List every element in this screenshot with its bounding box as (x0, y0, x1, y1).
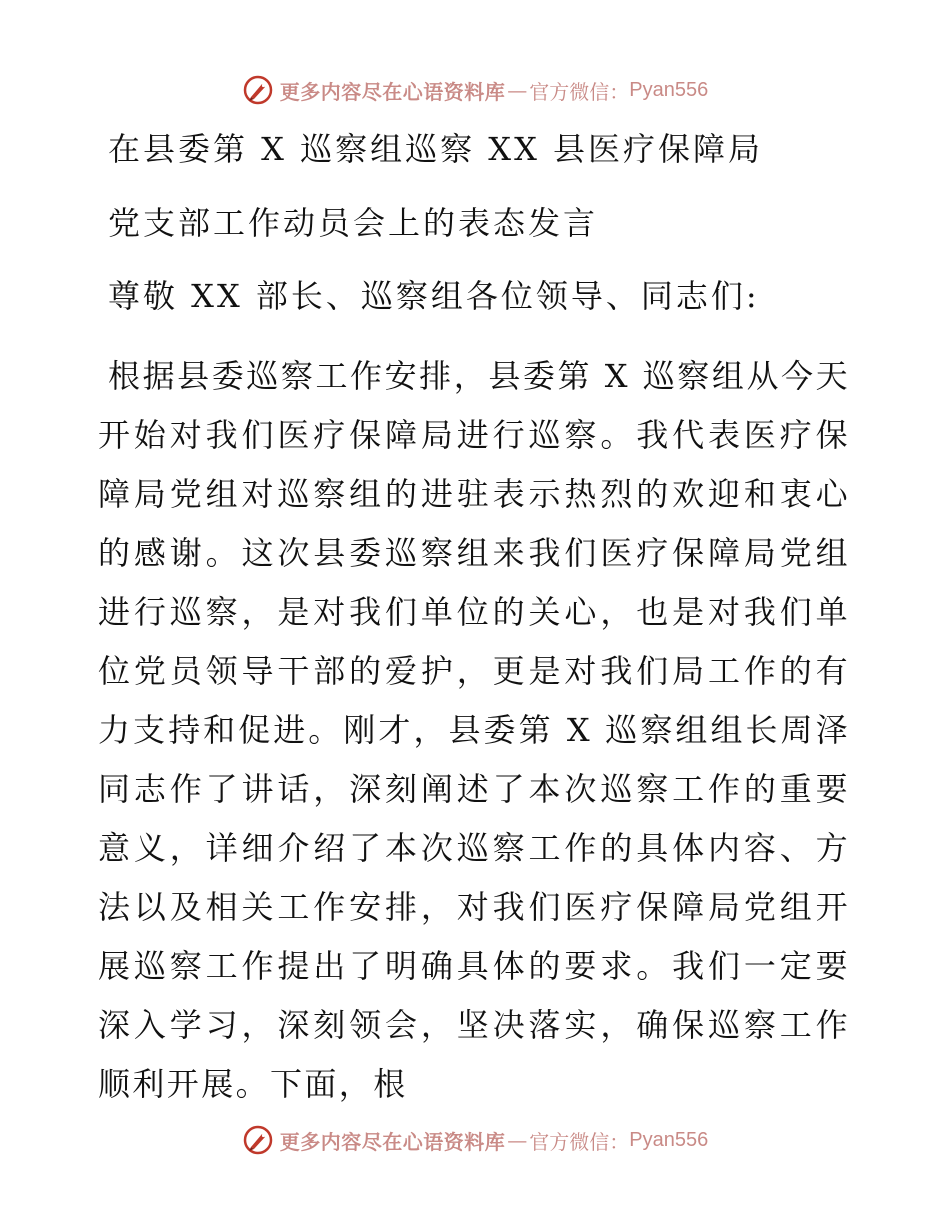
watermark-wechat-label: 官方微信： (529, 1129, 630, 1154)
watermark-dash: — (507, 78, 528, 102)
watermark-main-text: 更多内容尽在心语资料库 (279, 1129, 506, 1154)
pen-logo-icon (242, 74, 274, 106)
pen-logo-icon (242, 1124, 274, 1156)
watermark-wechat-id: Pyan556 (629, 1128, 709, 1151)
title-line-2: 党支部工作动员会上的表态发言 (108, 204, 599, 242)
watermark-wechat-label: 官方微信： (529, 79, 630, 104)
watermark-wechat-id: Pyan556 (629, 78, 709, 101)
title-line-1: 在县委第 X 巡察组巡察 XX 县医疗保障局 (108, 130, 764, 168)
footer-watermark (0, 1120, 950, 1160)
salutation: 尊敬 XX 部长、巡察组各位领导、同志们: (108, 277, 760, 315)
header-watermark (0, 70, 950, 110)
body-paragraph: 根据县委巡察工作安排，县委第 X 巡察组从今天开始对我们医疗保障局进行巡察。我代表医疗保障局党组对巡察组的进驻表示热烈的欢迎和衷心的感谢。这次县委巡察组来我们医疗保障局党组进行巡察，是对我们单位的关心，也是对我们单位党员领导干部的爱护，更是对我们局工作的有力支持和促进。刚才，县委第 X 巡察组组长周泽同志作了讲话，深刻阐述了本次巡察工作的重要意义，详细介绍了本次巡察工作的具体内容、方法以及相关工作安排，对我们医疗保障局党组开展巡察工作提出了明确具体的要求。我们一定要深入学习，深刻领会，坚决落实，确保巡察工作顺利开展。下面，根 (98, 357, 850, 1103)
watermark-dash: — (507, 1128, 528, 1152)
watermark-main-text: 更多内容尽在心语资料库 (279, 79, 506, 104)
